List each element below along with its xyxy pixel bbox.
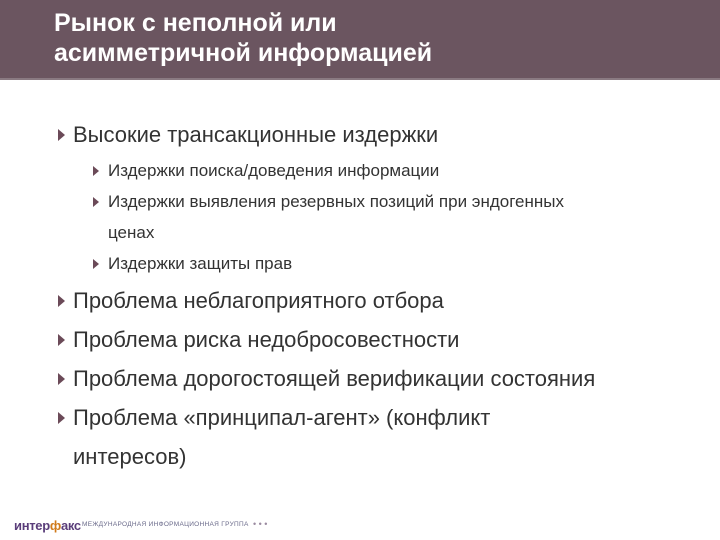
- footer-dots: • • •: [253, 519, 268, 529]
- footer-tagline: МЕЖДУНАРОДНАЯ ИНФОРМАЦИОННАЯ ГРУППА: [82, 521, 249, 528]
- slide-title-line-1: Рынок с неполной или: [54, 9, 337, 37]
- sub-bullet-arrow-icon: [93, 259, 99, 269]
- bullet-item-principal-agent: Проблема «принципал-агент» (конфликт: [73, 405, 491, 430]
- bullet-arrow-icon: [58, 373, 65, 385]
- bullet-arrow-icon: [58, 334, 65, 346]
- title-bar: [0, 0, 720, 80]
- bullet-arrow-icon: [58, 412, 65, 424]
- sub-item-reserve-positions: Издержки выявления резервных позиций при эндогенных: [108, 192, 564, 211]
- bullet-item-transaction-costs: Высокие трансакционные издержки: [73, 122, 439, 147]
- sub-item-search-costs: Издержки поиска/доведения информации: [108, 161, 440, 180]
- sub-item-rights-protection: Издержки защиты прав: [108, 254, 293, 273]
- bullet-item-adverse-selection: Проблема неблагоприятного отбора: [73, 288, 444, 313]
- sub-bullet-arrow-icon: [93, 166, 99, 176]
- slide-title-line-2: асимметричной информацией: [54, 39, 433, 67]
- sub-item-reserve-positions-continuation: ценах: [108, 223, 155, 242]
- bullet-item-principal-agent-continuation: интересов): [73, 444, 187, 469]
- sub-bullet-arrow-icon: [93, 197, 99, 207]
- bullet-item-moral-hazard: Проблема риска недобросовестности: [73, 327, 460, 352]
- bullet-arrow-icon: [58, 129, 65, 141]
- bullet-item-costly-verification: Проблема дорогостоящей верификации состояния: [73, 366, 596, 391]
- interfax-logo: интерфакс: [14, 518, 81, 533]
- bullet-arrow-icon: [58, 295, 65, 307]
